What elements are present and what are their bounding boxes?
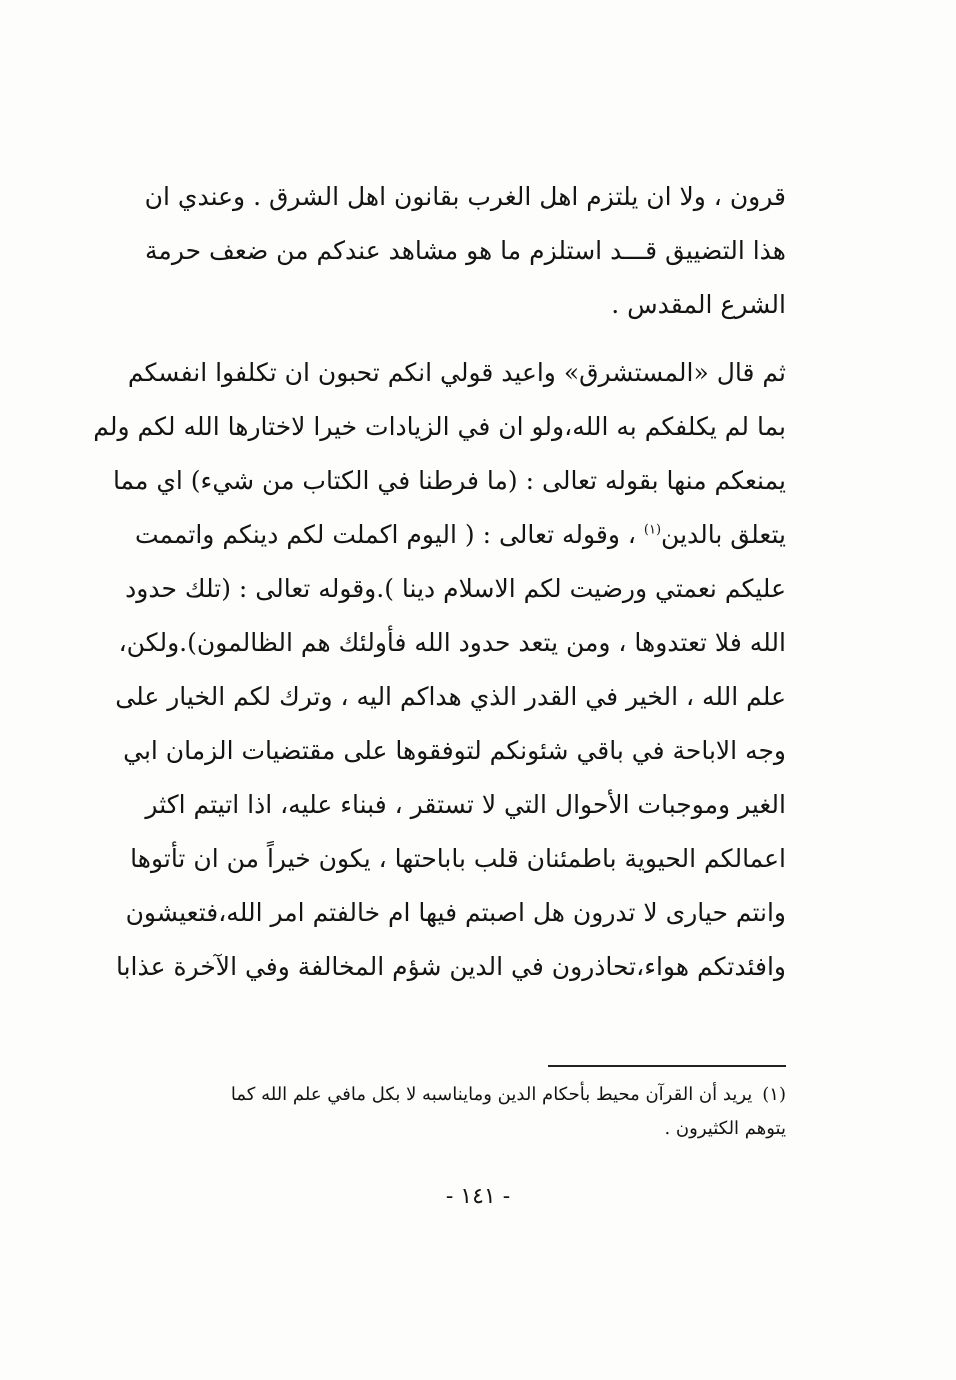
text-line: يمنعكم منها بقوله تعالى : (ما فرطنا في الكتاب من شيء) اي مما: [112, 466, 786, 495]
text-line: اعمالكم الحيوية باطمئنان قلب باباحتها ، يكون خيراً من ان تأتوها: [130, 844, 786, 873]
footnote-line: يتوهم الكثيرون .: [664, 1118, 786, 1139]
footnote: [166, 1078, 786, 1146]
text-line: الله فلا تعتدوها ، ومن يتعد حدود الله فأولئك هم الظالمون).ولكن،: [118, 628, 786, 657]
text-line: هذا التضييق قـــد استلزم ما هو مشاهد عندكم من ضعف حرمة: [145, 236, 786, 265]
text-segment: ، وقوله تعالى : ( اليوم اكملت لكم دينكم واتممت: [134, 520, 636, 549]
text-segment: يتعلق بالدين: [661, 520, 786, 549]
footnote-line: [166, 1078, 786, 1112]
footnote-reference: (١): [643, 522, 662, 538]
text-line: الغير وموجبات الأحوال التي لا تستقر ، فبناء عليه، اذا اتيتم اكثر: [145, 790, 786, 819]
text-line: وجه الاباحة في باقي شئونكم لتوفقوها على مقتضيات الزمان ابي: [123, 736, 786, 765]
text-line: بما لم يكلفكم به الله،ولو ان في الزيادات خيرا لاختارها الله لكم ولم: [93, 412, 786, 441]
paragraph-2: [93, 346, 786, 994]
text-line: وافئدتكم هواء،تحاذرون في الدين شؤم المخالفة وفي الآخرة عذابا: [115, 952, 786, 981]
text-line: عليكم نعمتي ورضيت لكم الاسلام دينا ).وقوله تعالى : (تلك حدود: [125, 574, 786, 603]
text-line: ﻗﺮون ، ولا ان يلتزم اهل الغرب بقانون اهل الشرق . وعندي ان: [144, 182, 786, 211]
text-line: ثم قال «المستشرق» واعيد قولي انكم تحبون ان تكلفوا انفسكم: [127, 358, 786, 387]
footnote-text: يريد أن القرآن محيط بأحكام الدين ومايناسبه لا بكل مافي علم الله كما: [230, 1084, 753, 1105]
footnote-divider: [548, 1065, 786, 1067]
text-line: وانتم حيارى لا تدرون هل اصبتم فيها ام خالفتم امر الله،فتعيشون: [125, 898, 786, 927]
text-line-with-footnote: [134, 508, 786, 562]
page-number: - ١٤١ -: [445, 1184, 511, 1209]
footnote-marker: (١): [762, 1084, 786, 1105]
text-line: الشرع المقدس .: [611, 290, 786, 319]
paragraph-1: [144, 170, 786, 332]
text-line: علم الله ، الخير في القدر الذي هداكم اليه ، وترك لكم الخيار على: [115, 682, 786, 711]
